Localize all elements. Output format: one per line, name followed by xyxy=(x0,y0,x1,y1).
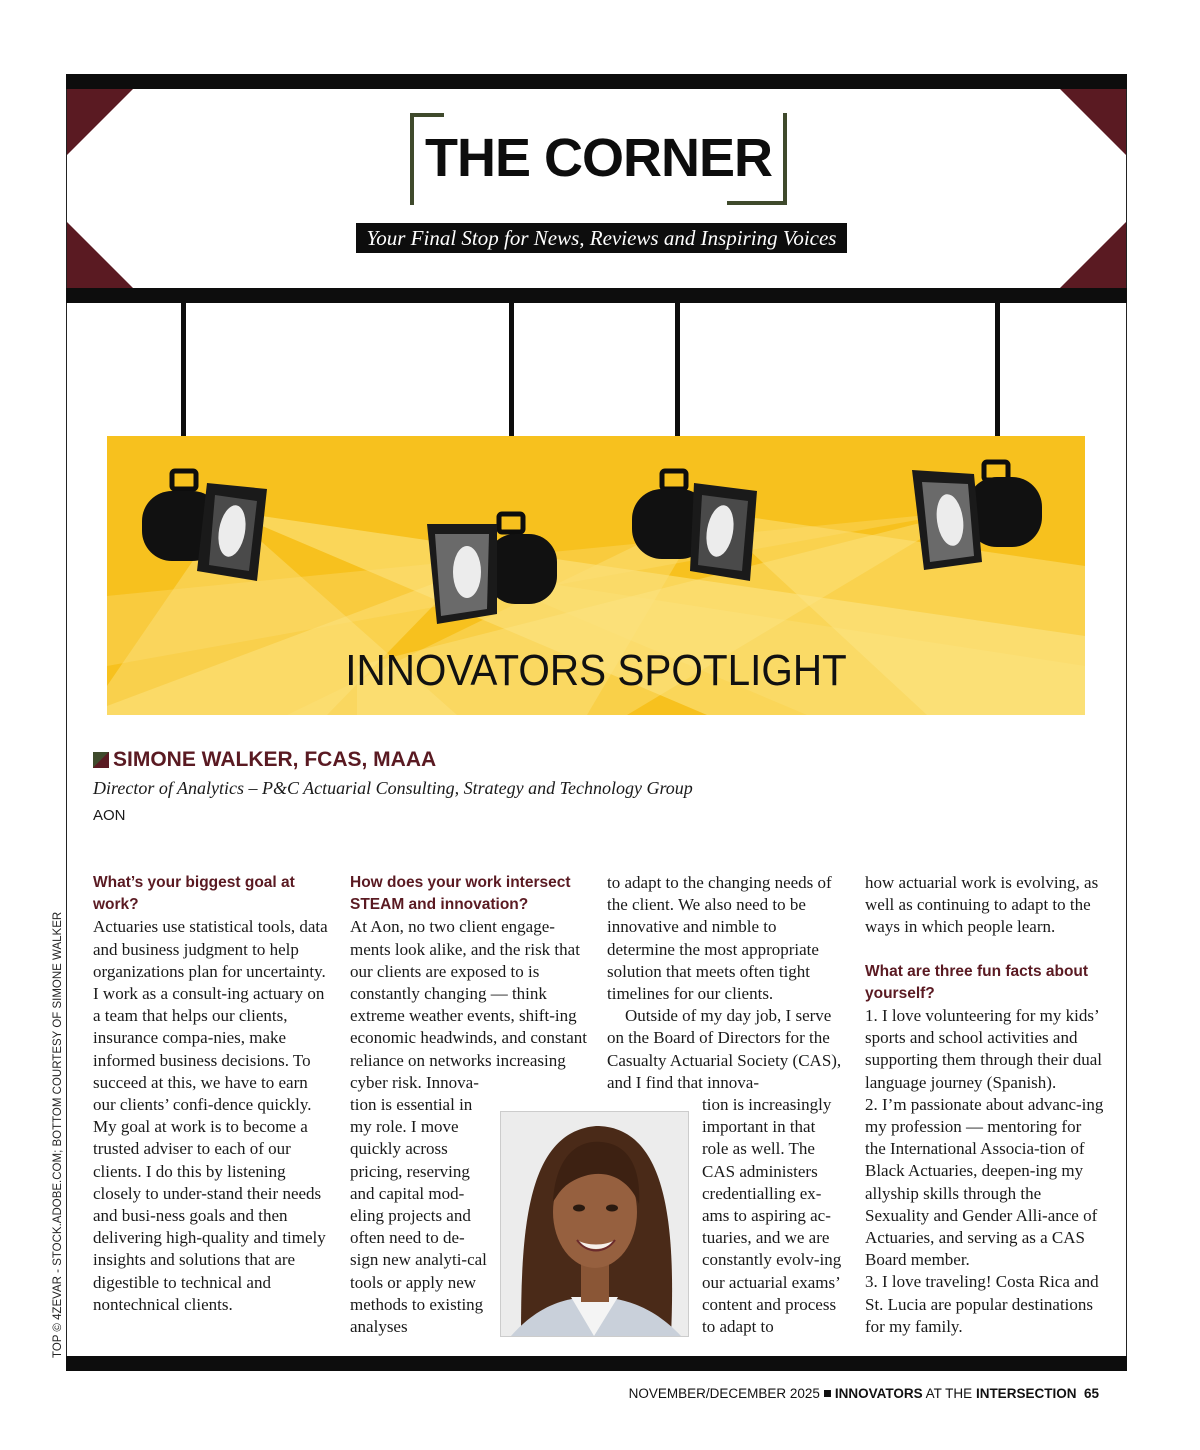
spotlight-banner xyxy=(107,436,1085,715)
page-number: 65 xyxy=(1083,1386,1099,1401)
author-title: Director of Analytics – P&C Actuarial Consulting, Strategy and Technology Group xyxy=(93,778,693,798)
corner-triangle-top-left xyxy=(67,89,133,155)
header-bottom-rule xyxy=(66,288,1127,303)
spotlight-lamp-4 xyxy=(912,462,1042,570)
author-block xyxy=(93,748,993,824)
question-heading: What are three fun facts about yourself? xyxy=(865,962,1089,1002)
photo-credit: TOP © 4ZEVAR - STOCK.ADOBE.COM; BOTTOM COURTESY OF SIMONE WALKER xyxy=(52,911,64,1358)
answer-text: Outside of my day job, I serve on the Board of Directors for the Casualty Actuarial Society (CAS), and I find that innova- xyxy=(607,1006,842,1092)
fun-fact-1: 1. I love volunteering for my kids’ sports and school activities and supporting them through their dual language journey (Spanish). xyxy=(865,1006,1103,1092)
question-heading: What’s your biggest goal at work? xyxy=(93,874,295,914)
answer-text: to adapt to the changing needs of the client. We also need to be innovative and nimble to determine the most appropriate solution that meets often tight timelines for our clients. xyxy=(607,873,832,1004)
footer-square-icon xyxy=(824,1390,831,1397)
article-column-1 xyxy=(93,872,333,1316)
section-title: THE CORNER xyxy=(424,128,772,188)
answer-text: how actuarial work is evolving, as well as continuing to adapt to the ways in which people learn. xyxy=(865,873,1099,937)
section-tagline: Your Final Stop for News, Reviews and Inspiring Voices xyxy=(356,223,847,253)
bottom-rule xyxy=(66,1356,1127,1371)
spotlight-lamp-1 xyxy=(142,471,267,581)
answer-text: Actuaries use statistical tools, data and business judgment to help organizations plan for uncertainty. I work as a consult-ing actuary on a team that helps our clients, insurance compa-nies, make informed business decisions. To succeed at this, we have to earn our clients’ confi-dence quickly. My goal at work is to become a trusted adviser to each of our clients. I do this by listening closely to under-stand their needs and busi-ness goals and then delivering high-quality and timely insights and solutions that are digestible to technical and nontechnical clients. xyxy=(93,917,328,1314)
fun-fact-2: 2. I’m passionate about advanc-ing my profession — mentoring for the International Associa-tion of Black Actuaries, deepen-ing my allyship skills through the Sexuality and Gender Alli-ance of Actuaries, and serving as a CAS Board member. xyxy=(865,1094,1104,1270)
author-company: AON xyxy=(93,807,126,824)
answer-text-wrapped: tion is essential in my role. I move quickly across pricing, reserving and capital mod-eling projects and often need to de-sign new analyti-cal tools or apply new methods to existing analyses xyxy=(350,1095,487,1337)
magazine-name-c: INTERSECTION xyxy=(975,1386,1077,1401)
issue-date: NOVEMBER/DECEMBER 2025 xyxy=(628,1386,820,1401)
magazine-name-a: INNOVATORS xyxy=(834,1386,923,1401)
page-footer xyxy=(629,1386,1099,1401)
question-heading: How does your work intersect STEAM and innovation? xyxy=(350,874,571,914)
top-rule xyxy=(66,74,1127,89)
answer-text: At Aon, no two client engage-ments look alike, and the risk that our clients are exposed to is constantly changing — think extreme weather events, shift-ing economic headwinds, and constant reliance on networks increasing cyber risk. Innova- xyxy=(350,917,587,1092)
name-marker-icon xyxy=(93,752,109,768)
corner-triangle-top-right xyxy=(1060,89,1126,155)
corner-header xyxy=(67,89,1126,288)
author-portrait xyxy=(500,1111,689,1337)
spotlight-title: INNOVATORS SPOTLIGHT xyxy=(345,646,847,695)
answer-text-wrapped: tion is increasingly important in that role as well. The CAS administers credentialling ex-ams to aspiring ac-tuaries, and we are constantly evolv-ing our actuarial exams’ content and process to adapt to xyxy=(702,1095,842,1337)
author-name: SIMONE WALKER, FCAS, MAAA xyxy=(113,748,437,771)
magazine-name-b: AT THE xyxy=(922,1386,976,1401)
fun-fact-3: 3. I love traveling! Costa Rica and St. Lucia are popular destinations for my family. xyxy=(865,1272,1099,1336)
corner-triangle-bottom-right xyxy=(1060,222,1126,288)
corner-triangle-bottom-left xyxy=(67,222,133,288)
article-column-4 xyxy=(865,872,1105,1338)
